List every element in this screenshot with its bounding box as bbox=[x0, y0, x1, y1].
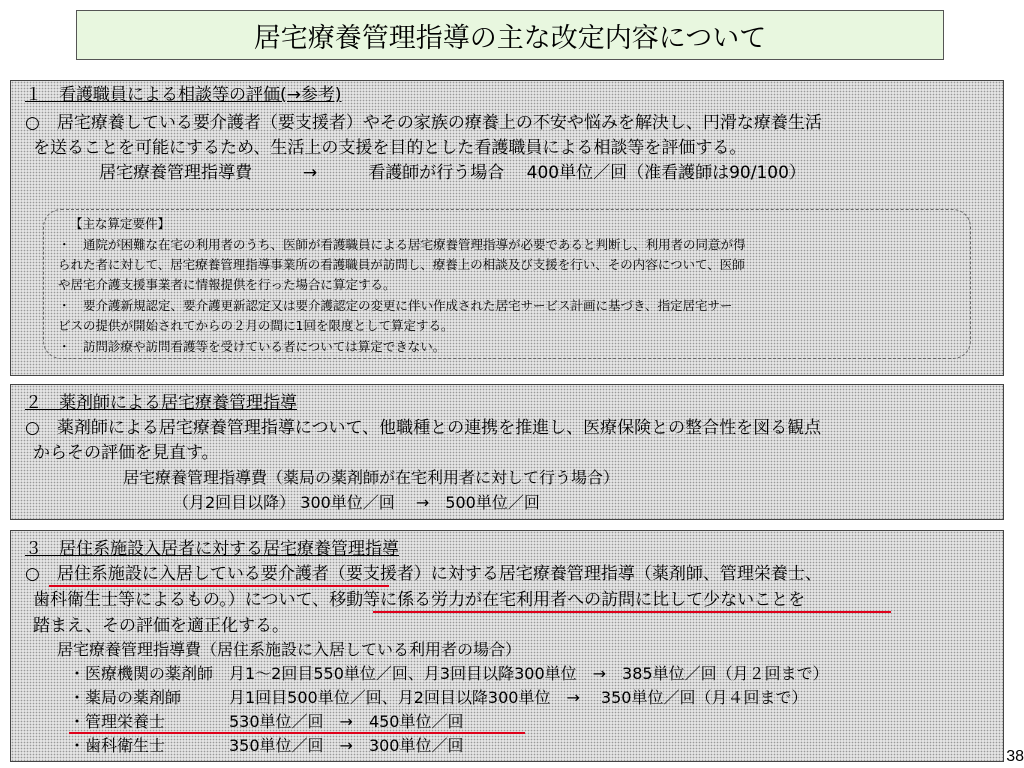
section2-fee-line2: （月2回目以降） 300単位／回 → 500単位／回 bbox=[173, 493, 540, 512]
slide-title bbox=[76, 10, 944, 60]
section-pharmacist-guidance bbox=[10, 384, 1004, 520]
section3-paragraph-line1: ○ 居住系施設に入居している要介護者（要支援者）に対する居宅療養管理指導（薬剤師、管理栄養士、 bbox=[25, 564, 822, 584]
section1-heading: １ 看護職員による相談等の評価(→参考) bbox=[25, 85, 342, 105]
requirements-box bbox=[43, 209, 971, 359]
requirement-line: ・ 訪問診療や訪問看護等を受けている者については算定できない。 bbox=[58, 339, 446, 354]
highlight-underline bbox=[373, 611, 891, 613]
fee-item-hospital-pharmacist: ・医療機関の薬剤師 月1〜2回目550単位／回、月3回目以降300単位 → 385単位／回（月２回まで） bbox=[69, 664, 829, 683]
highlight-underline bbox=[69, 732, 525, 734]
section1-fee-line: 居宅療養管理指導費 → 看護師が行う場合 400単位／回（准看護師は90/100） bbox=[99, 163, 806, 183]
section2-paragraph-line1: ○ 薬剤師による居宅療養管理指導について、他職種との連携を推進し、医療保険との整合性を図る観点 bbox=[25, 418, 822, 438]
slide-title-text: 居宅療養管理指導の主な改定内容について bbox=[253, 22, 767, 54]
section3-fee-heading: 居宅療養管理指導費（居住系施設に入居している利用者の場合） bbox=[57, 640, 522, 659]
section1-paragraph-line2: を送ることを可能にするため、生活上の支援を目的とした看護職員による相談等を評価する。 bbox=[33, 138, 747, 158]
section1-paragraph-line1: ○ 居宅療養している要介護者（要支援者）やその家族の療養上の不安や悩みを解決し、円滑な療養生活 bbox=[25, 113, 822, 133]
section3-heading: ３ 居住系施設入居者に対する居宅療養管理指導 bbox=[25, 539, 399, 559]
highlight-underline bbox=[49, 585, 389, 587]
requirement-line: ・ 通院が困難な在宅の利用者のうち、医師が看護職員による居宅療養管理指導が必要であると判断し、利用者の同意が得 bbox=[58, 237, 746, 252]
fee-item-dental-hygienist: ・歯科衛生士 350単位／回 → 300単位／回 bbox=[69, 736, 464, 755]
section2-heading: ２ 薬剤師による居宅療養管理指導 bbox=[25, 393, 297, 413]
section3-paragraph-line3: 踏まえ、その評価を適正化する。 bbox=[33, 616, 290, 636]
requirement-line: られた者に対して、居宅療養管理指導事業所の看護職員が訪問し、療養上の相談及び支援を行い、その内容について、医師 bbox=[58, 257, 745, 272]
requirements-heading: 【主な算定要件】 bbox=[70, 216, 171, 231]
page-number: 38 bbox=[1006, 748, 1024, 765]
requirement-line: や居宅介護支援事業者に情報提供を行った場合に算定する。 bbox=[58, 277, 396, 292]
section3-paragraph-line2: 歯科衛生士等によるもの。）について、移動等に係る労力が在宅利用者への訪問に比して少ないことを bbox=[33, 590, 806, 610]
section-nursing-consultation bbox=[10, 80, 1004, 376]
section-residential-facility-guidance bbox=[10, 530, 1004, 762]
section2-fee-line1: 居宅療養管理指導費（薬局の薬剤師が在宅利用者に対して行う場合） bbox=[123, 468, 620, 487]
fee-item-pharmacy-pharmacist: ・薬局の薬剤師 月1回目500単位／回、月2回目以降300単位 → 350単位／回（月４回まで） bbox=[69, 688, 808, 707]
section2-paragraph-line2: からその評価を見直す。 bbox=[33, 443, 219, 463]
fee-item-dietitian: ・管理栄養士 530単位／回 → 450単位／回 bbox=[69, 712, 464, 731]
requirement-line: ビスの提供が開始されてからの２月の間に1回を限度として算定する。 bbox=[58, 318, 454, 333]
requirement-line: ・ 要介護新規認定、要介護更新認定又は要介護認定の変更に伴い作成された居宅サービス計画に基づき、指定居宅サー bbox=[58, 298, 733, 313]
